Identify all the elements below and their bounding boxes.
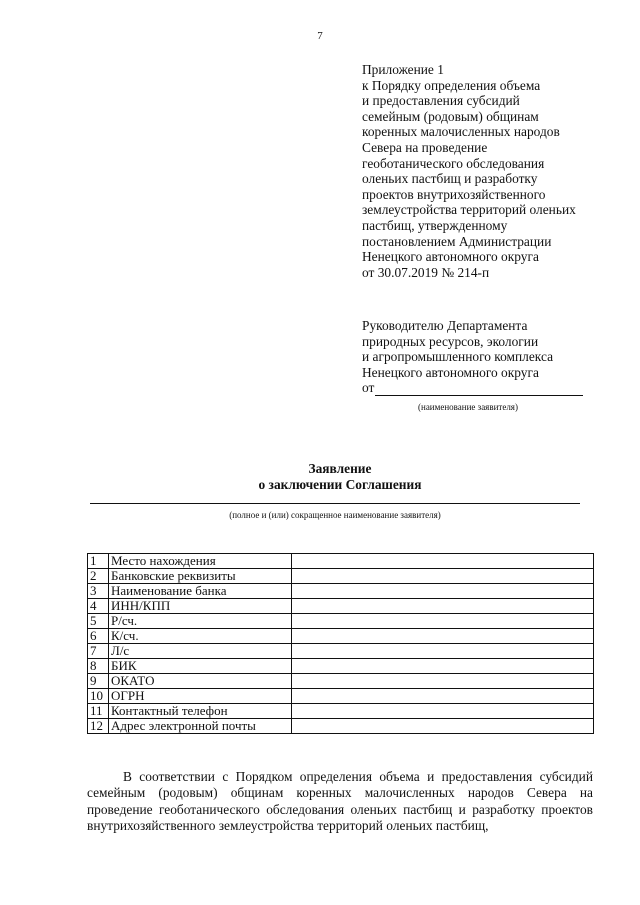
document-title <box>0 461 640 492</box>
row-number: 2 <box>88 569 109 584</box>
from-label: от <box>362 380 375 396</box>
row-number: 8 <box>88 659 109 674</box>
appendix-line: от 30.07.2019 № 214-п <box>362 264 490 280</box>
row-value-field[interactable] <box>292 719 594 734</box>
row-number: 7 <box>88 644 109 659</box>
row-number: 11 <box>88 704 109 719</box>
appendix-line: геоботанического обследования <box>362 155 545 171</box>
row-value-field[interactable] <box>292 689 594 704</box>
row-label: К/сч. <box>109 629 292 644</box>
requisites-table <box>87 553 594 734</box>
row-label: ОКАТО <box>109 674 292 689</box>
row-label: Банковские реквизиты <box>109 569 292 584</box>
addressee-line: Руководителю Департамента <box>362 318 528 333</box>
applicant-full-name-field[interactable] <box>90 503 580 504</box>
row-number: 9 <box>88 674 109 689</box>
body-paragraph: В соответствии с Порядком определения объема и предоставления субсидий семейным (родовым) общинам коренных малочисленных народов Севера на проведение геоботанического обследования оленьих пастбищ и разработку проектов внутрихозяйственного землеустройства территорий оленьих пастбищ, <box>87 769 593 834</box>
appendix-line: семейным (родовым) общинам <box>362 108 539 124</box>
table-row <box>88 659 594 674</box>
row-value-field[interactable] <box>292 704 594 719</box>
row-value-field[interactable] <box>292 584 594 599</box>
row-label: Контактный телефон <box>109 704 292 719</box>
row-label: Адрес электронной почты <box>109 719 292 734</box>
row-value-field[interactable] <box>292 569 594 584</box>
table-row <box>88 704 594 719</box>
row-label: Л/с <box>109 644 292 659</box>
appendix-line: Приложение 1 <box>362 62 444 77</box>
appendix-line: Севера на проведение <box>362 139 488 155</box>
body-text <box>87 769 593 835</box>
row-label: БИК <box>109 659 292 674</box>
table-row <box>88 644 594 659</box>
table-row <box>88 554 594 569</box>
from-line <box>362 380 612 396</box>
row-value-field[interactable] <box>292 659 594 674</box>
row-value-field[interactable] <box>292 644 594 659</box>
addressee-lines <box>362 318 612 380</box>
table-row <box>88 569 594 584</box>
row-value-field[interactable] <box>292 599 594 614</box>
appendix-block <box>362 62 612 280</box>
addressee-block <box>362 318 612 396</box>
appendix-line: коренных малочисленных народов <box>362 124 560 140</box>
page-number: 7 <box>317 30 323 42</box>
appendix-line: проектов внутрихозяйственного <box>362 186 546 202</box>
applicant-full-name-caption: (полное и (или) сокращенное наименование заявителя) <box>229 510 441 520</box>
appendix-line: и предоставления субсидий <box>362 93 520 109</box>
addressee-line: природных ресурсов, экологии <box>362 333 539 349</box>
addressee-line: Ненецкого автономного округа <box>362 364 539 380</box>
table-row <box>88 629 594 644</box>
row-label: Место нахождения <box>109 554 292 569</box>
appendix-line: землеустройства территорий оленьих <box>362 202 576 218</box>
table-row <box>88 689 594 704</box>
row-number: 4 <box>88 599 109 614</box>
row-label: Р/сч. <box>109 614 292 629</box>
table-row <box>88 599 594 614</box>
row-number: 1 <box>88 554 109 569</box>
table-row <box>88 584 594 599</box>
row-value-field[interactable] <box>292 629 594 644</box>
appendix-line: оленьих пастбищ и разработку <box>362 171 538 187</box>
addressee-line: и агропромышленного комплекса <box>362 349 554 365</box>
appendix-line: постановлением Администрации <box>362 233 552 249</box>
table-row <box>88 674 594 689</box>
row-label: Наименование банка <box>109 584 292 599</box>
row-number: 6 <box>88 629 109 644</box>
row-number: 12 <box>88 719 109 734</box>
appendix-line: Ненецкого автономного округа <box>362 249 539 265</box>
applicant-name-field[interactable] <box>375 382 583 396</box>
row-number: 10 <box>88 689 109 704</box>
table-row <box>88 614 594 629</box>
row-value-field[interactable] <box>292 554 594 569</box>
row-label: ИНН/КПП <box>109 599 292 614</box>
table-row <box>88 719 594 734</box>
applicant-caption: (наименование заявителя) <box>418 402 518 412</box>
row-number: 3 <box>88 584 109 599</box>
row-value-field[interactable] <box>292 614 594 629</box>
appendix-line: пастбищ, утвержденному <box>362 217 508 233</box>
row-label: ОГРН <box>109 689 292 704</box>
row-value-field[interactable] <box>292 674 594 689</box>
title-line-2: о заключении Соглашения <box>258 476 422 492</box>
row-number: 5 <box>88 614 109 629</box>
title-line-1: Заявление <box>308 461 372 476</box>
appendix-line: к Порядку определения объема <box>362 77 541 93</box>
